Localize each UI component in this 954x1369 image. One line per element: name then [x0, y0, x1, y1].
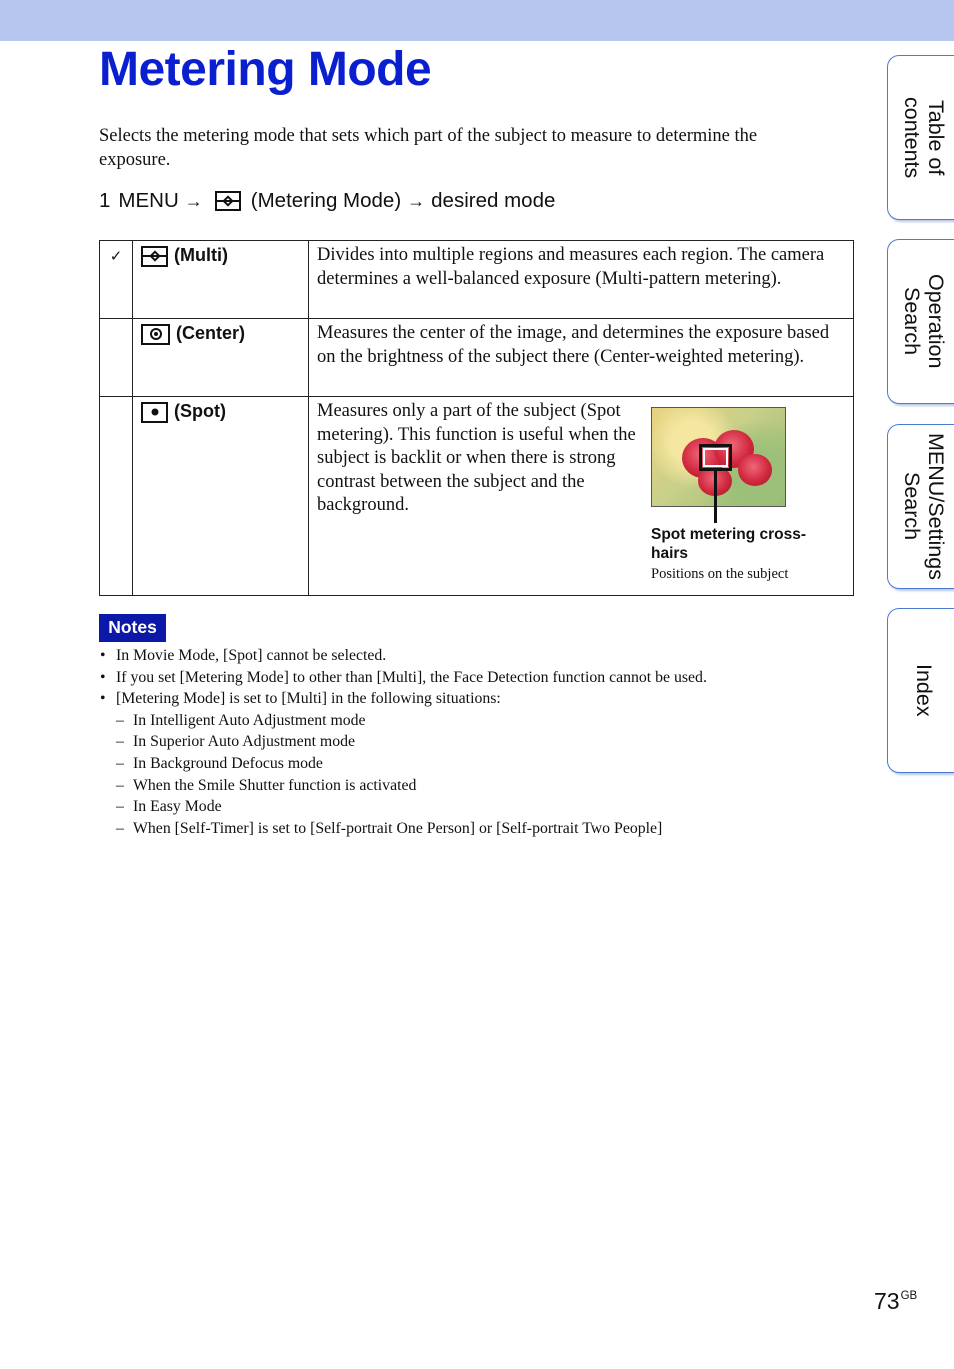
page-number-suffix: GB — [900, 1290, 918, 1302]
notes-list — [99, 645, 859, 839]
default-check-icon — [100, 397, 133, 596]
step-menu: MENU — [118, 189, 179, 212]
table-row — [100, 241, 854, 319]
note-item: • [Metering Mode] is set to [Multi] in the following situations: — [99, 688, 859, 710]
tab-label: Index — [912, 664, 936, 717]
callout-line — [714, 470, 717, 523]
mode-cell — [133, 319, 309, 397]
note-item: • In Movie Mode, [Spot] cannot be selected. — [99, 645, 859, 667]
default-check-icon — [100, 319, 133, 397]
mode-label: (Spot) — [174, 401, 226, 421]
metering-mode-table — [99, 240, 854, 596]
figure-caption-subtitle: Positions on the subject — [651, 566, 789, 582]
mode-description: Divides into multiple regions and measures each region. The camera determines a well-balanced exposure (Multi-pattern metering). — [309, 241, 854, 319]
tab-label: MENU/Settings Search — [900, 433, 948, 580]
default-check-icon: ✓ — [100, 241, 133, 319]
page-number — [874, 1288, 917, 1315]
multi-metering-icon — [141, 246, 168, 267]
note-subitem: – In Superior Auto Adjustment mode — [99, 731, 859, 753]
arrow-icon: → — [184, 190, 203, 211]
note-subitem: – In Easy Mode — [99, 796, 859, 818]
step-item: (Metering Mode) — [250, 189, 402, 212]
header-bar — [0, 0, 954, 41]
menu-step — [99, 189, 555, 213]
mode-cell — [133, 397, 309, 596]
table-row — [100, 397, 854, 596]
note-subitem: – When the Smile Shutter function is activated — [99, 775, 859, 797]
spot-metering-figure — [651, 407, 836, 584]
tab-index[interactable] — [887, 608, 954, 773]
page-title: Metering Mode — [99, 43, 432, 96]
multi-metering-icon — [215, 191, 241, 211]
mode-cell — [133, 241, 309, 319]
tab-operation-search[interactable] — [887, 239, 954, 404]
tab-label: Table of contents — [900, 96, 948, 179]
note-item: • If you set [Metering Mode] to other than [Multi], the Face Detection function cannot be used. — [99, 667, 859, 689]
mode-description: Measures only a part of the subject (Spot metering). This function is useful when the subject is backlit or when there is strong contrast between the subject and the background. — [317, 401, 636, 515]
center-metering-icon — [141, 324, 170, 345]
mode-description-cell — [309, 397, 854, 596]
step-target: desired mode — [431, 189, 556, 212]
step-number: 1 — [99, 189, 111, 212]
tab-label: Operation Search — [900, 274, 948, 369]
note-subitem: – In Background Defocus mode — [99, 753, 859, 775]
note-subitem: – In Intelligent Auto Adjustment mode — [99, 710, 859, 732]
spot-metering-icon — [141, 402, 168, 423]
page-number-value: 73 — [874, 1288, 900, 1314]
crosshair-icon — [699, 444, 732, 471]
mode-label: (Multi) — [174, 245, 228, 265]
table-row — [100, 319, 854, 397]
notes-badge: Notes — [99, 614, 166, 642]
mode-description: Measures the center of the image, and determines the exposure based on the brightness of the subject there (Center-weighted metering). — [309, 319, 854, 397]
mode-label: (Center) — [176, 323, 246, 343]
tab-table-of-contents[interactable] — [887, 55, 954, 220]
arrow-icon: → — [407, 190, 426, 211]
note-subitem: – When [Self-Timer] is set to [Self-portrait One Person] or [Self-portrait Two People] — [99, 818, 859, 840]
flower-photo — [651, 407, 786, 507]
figure-caption-title: Spot metering cross-hairs — [651, 526, 807, 562]
tab-menu-settings-search[interactable] — [887, 424, 954, 589]
intro-text: Selects the metering mode that sets which part of the subject to measure to determine the exposure. — [99, 126, 758, 170]
